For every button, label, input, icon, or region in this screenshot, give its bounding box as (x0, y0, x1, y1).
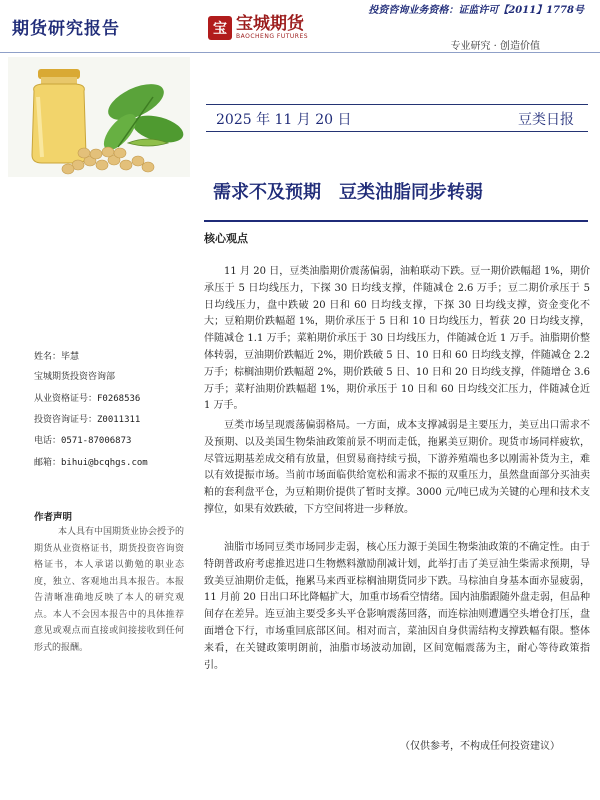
title-divider (204, 220, 588, 222)
report-category: 豆类日报 (518, 112, 574, 128)
header-divider (0, 52, 600, 53)
section-heading: 核心观点 (204, 232, 248, 245)
paragraph-oils: 油脂市场同豆类市场同步走弱，核心压力源于美国生物柴油政策的不确定性。由于特朗普政府考虑推迟进口生物燃料激励削减计划，此举打击了美豆油生柴需求预期，导致美豆油期价走低，拖累马来西亚棕榈油期货同步下跌。马棕油自身基本面亦显疲弱，11 月前 20 日出口环比降幅扩大，加重市场看空情绪。国内油脂跟随外盘走弱，但品种间存在差异。连豆油主要受多头平仓影响震荡回落，而连棕油则遭遇空头增仓打压，盘面增仓下行，市场重回底部区间。相对而言，菜油因自身供需结构支撑跌幅有限。整体来看，在关键政策明朗前，油脂市场波动加剧，区间宽幅震荡为主，耐心等待政策指引。 (204, 542, 590, 671)
soybean-oil-image (8, 57, 190, 177)
analyst-cert: 从业资格证号：F0268536 (34, 394, 141, 404)
date-bar (206, 104, 588, 132)
analyst-email[interactable]: 邮箱：bihui@bcqhgs.com (34, 458, 148, 468)
report-type-heading: 期货研究报告 (12, 19, 120, 39)
analyst-name: 姓名：毕慧 (34, 352, 80, 362)
report-title: 需求不及预期 豆类油脂同步转弱 (213, 182, 483, 203)
disclaimer-note: （仅供参考，不构成任何投资建议） (400, 741, 560, 752)
report-date: 2025 年 11 月 20 日 (216, 112, 352, 128)
slogan: 专业研究 · 创造价值 (450, 41, 540, 52)
company-name-en: BAOCHENG FUTURES (236, 33, 309, 40)
license-text: 投资咨询业务资格：证监许可【2011】1778号 (368, 5, 584, 16)
analyst-department: 宝城期货投资咨询部 (34, 372, 116, 382)
paragraph-market: 11 月 20 日，豆类油脂期价震荡偏弱，油粕联动下跌。豆一期价跌幅超 1%，期价承压于 5 日均线压力，下探 30 日均线支撑，伴随减仓 2.6 万手；豆二期价承压于 5 日均线压力，盘中跌破 20 日和 60 日均线支撑，下探 30 日均线支撑，资金变化不大；豆粕期价跌幅超 1%，期价承压于 5 日和 10 日均线压力，暂获 20 日均线支撑，伴随减仓 1.1 万手；菜粕期价承压于 30 日均线压力，伴随减仓近 1 万手。油脂期价整体转弱，豆油期价跌幅近 2%，期价跌破 5 日、10 日和 60 日均线支撑，伴随减仓 2.2 万手；棕榈油期价跌幅超 2%，期价跌破 5 日、10 日和 20 日均线支撑，伴随增仓 3.6 万手；菜籽油期价跌幅超 1%，期价承压于 10 日和 60 日均线交汇压力，伴随减仓近 1 万手。 (204, 266, 590, 412)
logo-icon: 宝 (208, 16, 232, 40)
statement-text: 本人具有中国期货业协会授予的期货从业资格证书，期货投资咨询资格证书，本人承诺以勤勉的职业态度，独立、客观地出具本报告。本报告清晰准确地反映了本人的研究观点。本人不会因本报告中的具体推荐意见或观点而直接或间接接收到任何形式的报酬。 (34, 527, 185, 653)
analyst-phone: 电话：0571-87006873 (34, 436, 132, 446)
company-logo (208, 16, 308, 40)
company-name-cn: 宝城期货 (236, 14, 304, 34)
statement-heading: 作者声明 (34, 512, 73, 523)
paragraph-soybean: 豆类市场呈现震荡偏弱格局。一方面，成本支撑减弱是主要压力，美豆出口需求不及预期、以及美国生物柴油政策前景不明而走低，拖累美豆期价。现货市场同样疲软，尽管远期基差成交稍有放量，但贸易商持续亏损，下游养殖端也多以刚需补货为主，难以有效提振市场。当前市场面临供给宽松和需求不振的双重压力，虽然盘面部分买油卖粕的套利盘平仓，为豆粕期价提供了暂时支撑。3000 元/吨已成为关键的心理和技术支撑位，如果有效跌破，下方空间将进一步释放。 (204, 420, 590, 515)
analyst-invest-cert: 投资咨询证号：Z0011311 (34, 415, 141, 425)
